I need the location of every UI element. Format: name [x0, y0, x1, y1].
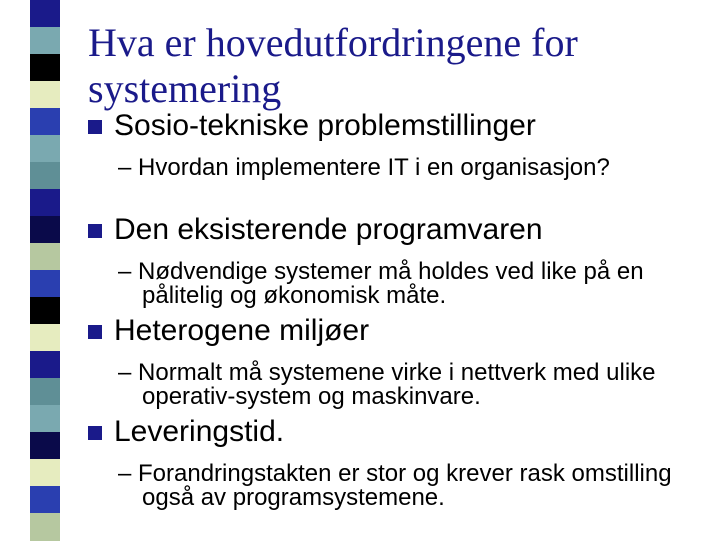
stripe-block [30, 324, 60, 352]
bullet-heading: Den eksisterende programvaren [114, 213, 543, 246]
stripe-block [30, 27, 60, 55]
stripe-block [30, 405, 60, 433]
square-bullet-icon [88, 120, 102, 134]
stripe-block [30, 216, 60, 244]
sub-bullet: – Nødvendige systemer må holdes ved like på en pålitelig og økonomisk måte. [118, 258, 644, 309]
stripe-block [30, 162, 60, 190]
stripe-block [30, 270, 60, 298]
square-bullet-icon [88, 325, 102, 339]
stripe-block [30, 108, 60, 136]
stripe-block [30, 459, 60, 487]
sub-bullet: – Normalt må systemene virke i nettverk med ulike operativ-system og maskinvare. [118, 359, 656, 410]
stripe-block [30, 189, 60, 217]
bullet-heading: Sosio-tekniske problemstillinger [114, 109, 536, 142]
bullet-heading: Heterogene miljøer [114, 314, 370, 347]
stripe-block [30, 351, 60, 379]
stripe-block [30, 297, 60, 325]
square-bullet-icon [88, 224, 102, 238]
bullet-heading: Leveringstid. [114, 415, 285, 448]
stripe-block [30, 513, 60, 541]
stripe-block [30, 486, 60, 514]
stripe-block [30, 0, 60, 28]
decorative-stripe [30, 0, 60, 540]
stripe-block [30, 54, 60, 82]
square-bullet-icon [88, 426, 102, 440]
stripe-block [30, 378, 60, 406]
stripe-block [30, 81, 60, 109]
sub-bullet: – Forandringstakten er stor og krever rask omstilling også av programsystemene. [118, 460, 672, 511]
stripe-block [30, 243, 60, 271]
stripe-block [30, 432, 60, 460]
sub-bullet: – Hvordan implementere IT i en organisasjon? [118, 154, 610, 181]
stripe-block [30, 135, 60, 163]
slide-title: Hva er hovedutfordringene for systemering [88, 20, 578, 111]
